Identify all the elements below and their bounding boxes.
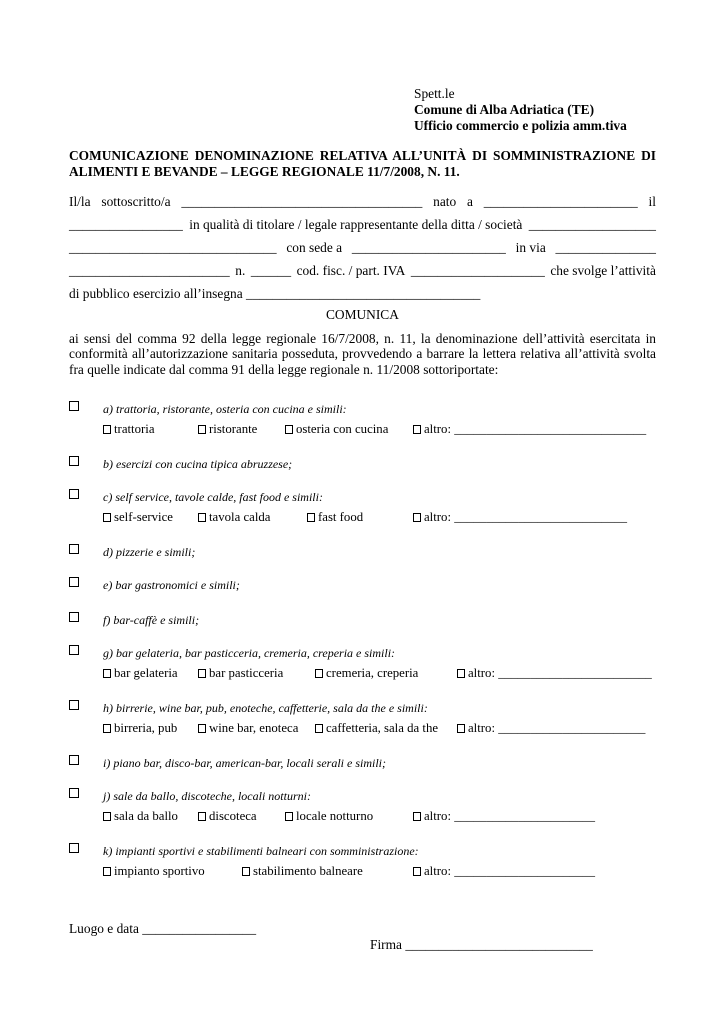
option-other[interactable]: altro: ______________________ <box>413 864 595 879</box>
option-checkbox[interactable]: bar gelateria <box>103 666 178 681</box>
option-checkbox[interactable]: bar pasticceria <box>198 666 283 681</box>
option-checkbox[interactable]: cremeria, creperia <box>315 666 418 681</box>
signature-field[interactable]: Firma ____________________________ <box>370 937 593 952</box>
checkbox-icon <box>413 867 421 876</box>
form-text: cod. fisc. / part. IVA <box>296 263 406 278</box>
birthdate-blank[interactable]: _________________ <box>69 217 183 232</box>
street-blank-2[interactable]: ________________________ <box>69 263 230 278</box>
checkbox-icon <box>307 513 315 522</box>
option-other[interactable]: altro: _______________________ <box>457 721 645 736</box>
city-blank[interactable]: _______________________ <box>351 240 506 255</box>
form-line-4 <box>69 263 656 279</box>
number-blank[interactable]: ______ <box>250 263 292 278</box>
checkbox-icon <box>457 669 465 678</box>
category-label: a) trattoria, ristorante, osteria con cucina e simili: <box>103 402 347 416</box>
option-checkbox[interactable]: osteria con cucina <box>285 422 388 437</box>
category-checkbox[interactable] <box>69 788 79 798</box>
recipient-line-3: Ufficio commercio e polizia amm.tiva <box>414 118 627 133</box>
category-checkbox[interactable] <box>69 612 79 622</box>
tax-code-blank[interactable]: ____________________ <box>410 263 545 278</box>
form-line-3 <box>69 240 656 256</box>
street-blank[interactable]: _______________ <box>555 240 656 255</box>
form-text: con sede a <box>286 240 343 255</box>
company-blank[interactable]: ___________________ <box>528 217 656 232</box>
checkbox-icon <box>103 724 111 733</box>
form-line-5: di pubblico esercizio all’insegna ___________________________________ <box>69 286 481 301</box>
option-other[interactable]: altro: ______________________________ <box>413 422 646 437</box>
checkbox-icon <box>285 812 293 821</box>
category-checkbox[interactable] <box>69 755 79 765</box>
place-date-field[interactable]: Luogo e data _________________ <box>69 921 257 936</box>
form-text: in via <box>515 240 546 255</box>
option-checkbox[interactable]: caffetteria, sala da the <box>315 721 438 736</box>
checkbox-icon <box>413 812 421 821</box>
option-other[interactable]: altro: ________________________ <box>457 666 652 681</box>
form-word: a <box>466 194 473 209</box>
checkbox-icon <box>198 669 206 678</box>
form-text: in qualità di titolare / legale rappresentante della ditta / società <box>189 217 523 232</box>
option-checkbox[interactable]: locale notturno <box>285 809 373 824</box>
category-checkbox[interactable] <box>69 544 79 554</box>
category-label: d) pizzerie e simili; <box>103 545 196 559</box>
category-label: g) bar gelateria, bar pasticceria, cremeria, creperia e simili: <box>103 646 396 660</box>
checkbox-icon <box>198 812 206 821</box>
name-blank[interactable]: ____________________________________ <box>181 194 423 209</box>
option-checkbox[interactable]: fast food <box>307 510 363 525</box>
form-text: n. <box>235 263 246 278</box>
option-other[interactable]: altro: ______________________ <box>413 809 595 824</box>
checkbox-icon <box>103 513 111 522</box>
checkbox-icon <box>198 724 206 733</box>
body-paragraph: ai sensi del comma 92 della legge regionale 16/7/2008, n. 11, la denominazione dell’attività esercitata in conformità all’autorizzazione sanitaria posseduta, provvedendo a barrare la lettera relativa all’attività svolta fra quelle indicate dal comma 91 della legge regionale n. 11/2008 sottoriportate: <box>69 331 656 377</box>
category-label: j) sale da ballo, discoteche, locali notturni: <box>103 789 311 803</box>
option-checkbox[interactable]: trattoria <box>103 422 155 437</box>
option-checkbox[interactable]: impianto sportivo <box>103 864 205 879</box>
checkbox-icon <box>103 425 111 434</box>
category-checkbox[interactable] <box>69 645 79 655</box>
checkbox-icon <box>413 513 421 522</box>
form-word: sottoscritto/a <box>101 194 171 209</box>
category-checkbox[interactable] <box>69 843 79 853</box>
option-checkbox[interactable]: stabilimento balneare <box>242 864 363 879</box>
checkbox-icon <box>315 669 323 678</box>
checkbox-icon <box>457 724 465 733</box>
recipient-line-1: Spett.le <box>414 86 455 101</box>
category-label: i) piano bar, disco-bar, american-bar, locali serali e simili; <box>103 756 386 770</box>
category-label: b) esercizi con cucina tipica abruzzese; <box>103 457 293 471</box>
category-checkbox[interactable] <box>69 456 79 466</box>
option-checkbox[interactable]: birreria, pub <box>103 721 177 736</box>
category-checkbox[interactable] <box>69 489 79 499</box>
category-label: c) self service, tavole calde, fast food e simili: <box>103 490 323 504</box>
document-title: COMUNICAZIONE DENOMINAZIONE RELATIVA ALL’UNITÀ DI SOMMINISTRAZIONE DI ALIMENTI E BEVANDE – LEGGE REGIONALE 11/7/2008, N. 11. <box>69 148 656 179</box>
form-word: Il/la <box>69 194 91 209</box>
option-checkbox[interactable]: sala da ballo <box>103 809 178 824</box>
category-checkbox[interactable] <box>69 700 79 710</box>
checkbox-icon <box>285 425 293 434</box>
recipient-line-2: Comune di Alba Adriatica (TE) <box>414 102 595 117</box>
option-other[interactable]: altro: ___________________________ <box>413 510 627 525</box>
checkbox-icon <box>198 513 206 522</box>
form-word: il <box>648 194 656 209</box>
category-label: e) bar gastronomici e simili; <box>103 578 240 592</box>
option-checkbox[interactable]: self-service <box>103 510 173 525</box>
form-line-1 <box>69 194 656 210</box>
form-line-2 <box>69 217 656 233</box>
checkbox-icon <box>315 724 323 733</box>
option-checkbox[interactable]: tavola calda <box>198 510 270 525</box>
option-checkbox[interactable]: discoteca <box>198 809 257 824</box>
checkbox-icon <box>103 867 111 876</box>
category-checkbox[interactable] <box>69 401 79 411</box>
checkbox-icon <box>103 812 111 821</box>
form-text: che svolge l’attività <box>550 263 656 278</box>
category-label: h) birrerie, wine bar, pub, enoteche, caffetterie, sala da the e simili: <box>103 701 428 715</box>
checkbox-icon <box>103 669 111 678</box>
form-word: nato <box>433 194 457 209</box>
category-checkbox[interactable] <box>69 577 79 587</box>
comunica-heading: COMUNICA <box>326 307 399 322</box>
category-label: k) impianti sportivi e stabilimenti balneari con somministrazione: <box>103 844 419 858</box>
checkbox-icon <box>413 425 421 434</box>
category-label: f) bar-caffè e simili; <box>103 613 200 627</box>
option-checkbox[interactable]: wine bar, enoteca <box>198 721 298 736</box>
checkbox-icon <box>198 425 206 434</box>
option-checkbox[interactable]: ristorante <box>198 422 257 437</box>
birthplace-blank[interactable]: _______________________ <box>483 194 638 209</box>
company-blank-2[interactable]: _______________________________ <box>69 240 277 255</box>
checkbox-icon <box>242 867 250 876</box>
